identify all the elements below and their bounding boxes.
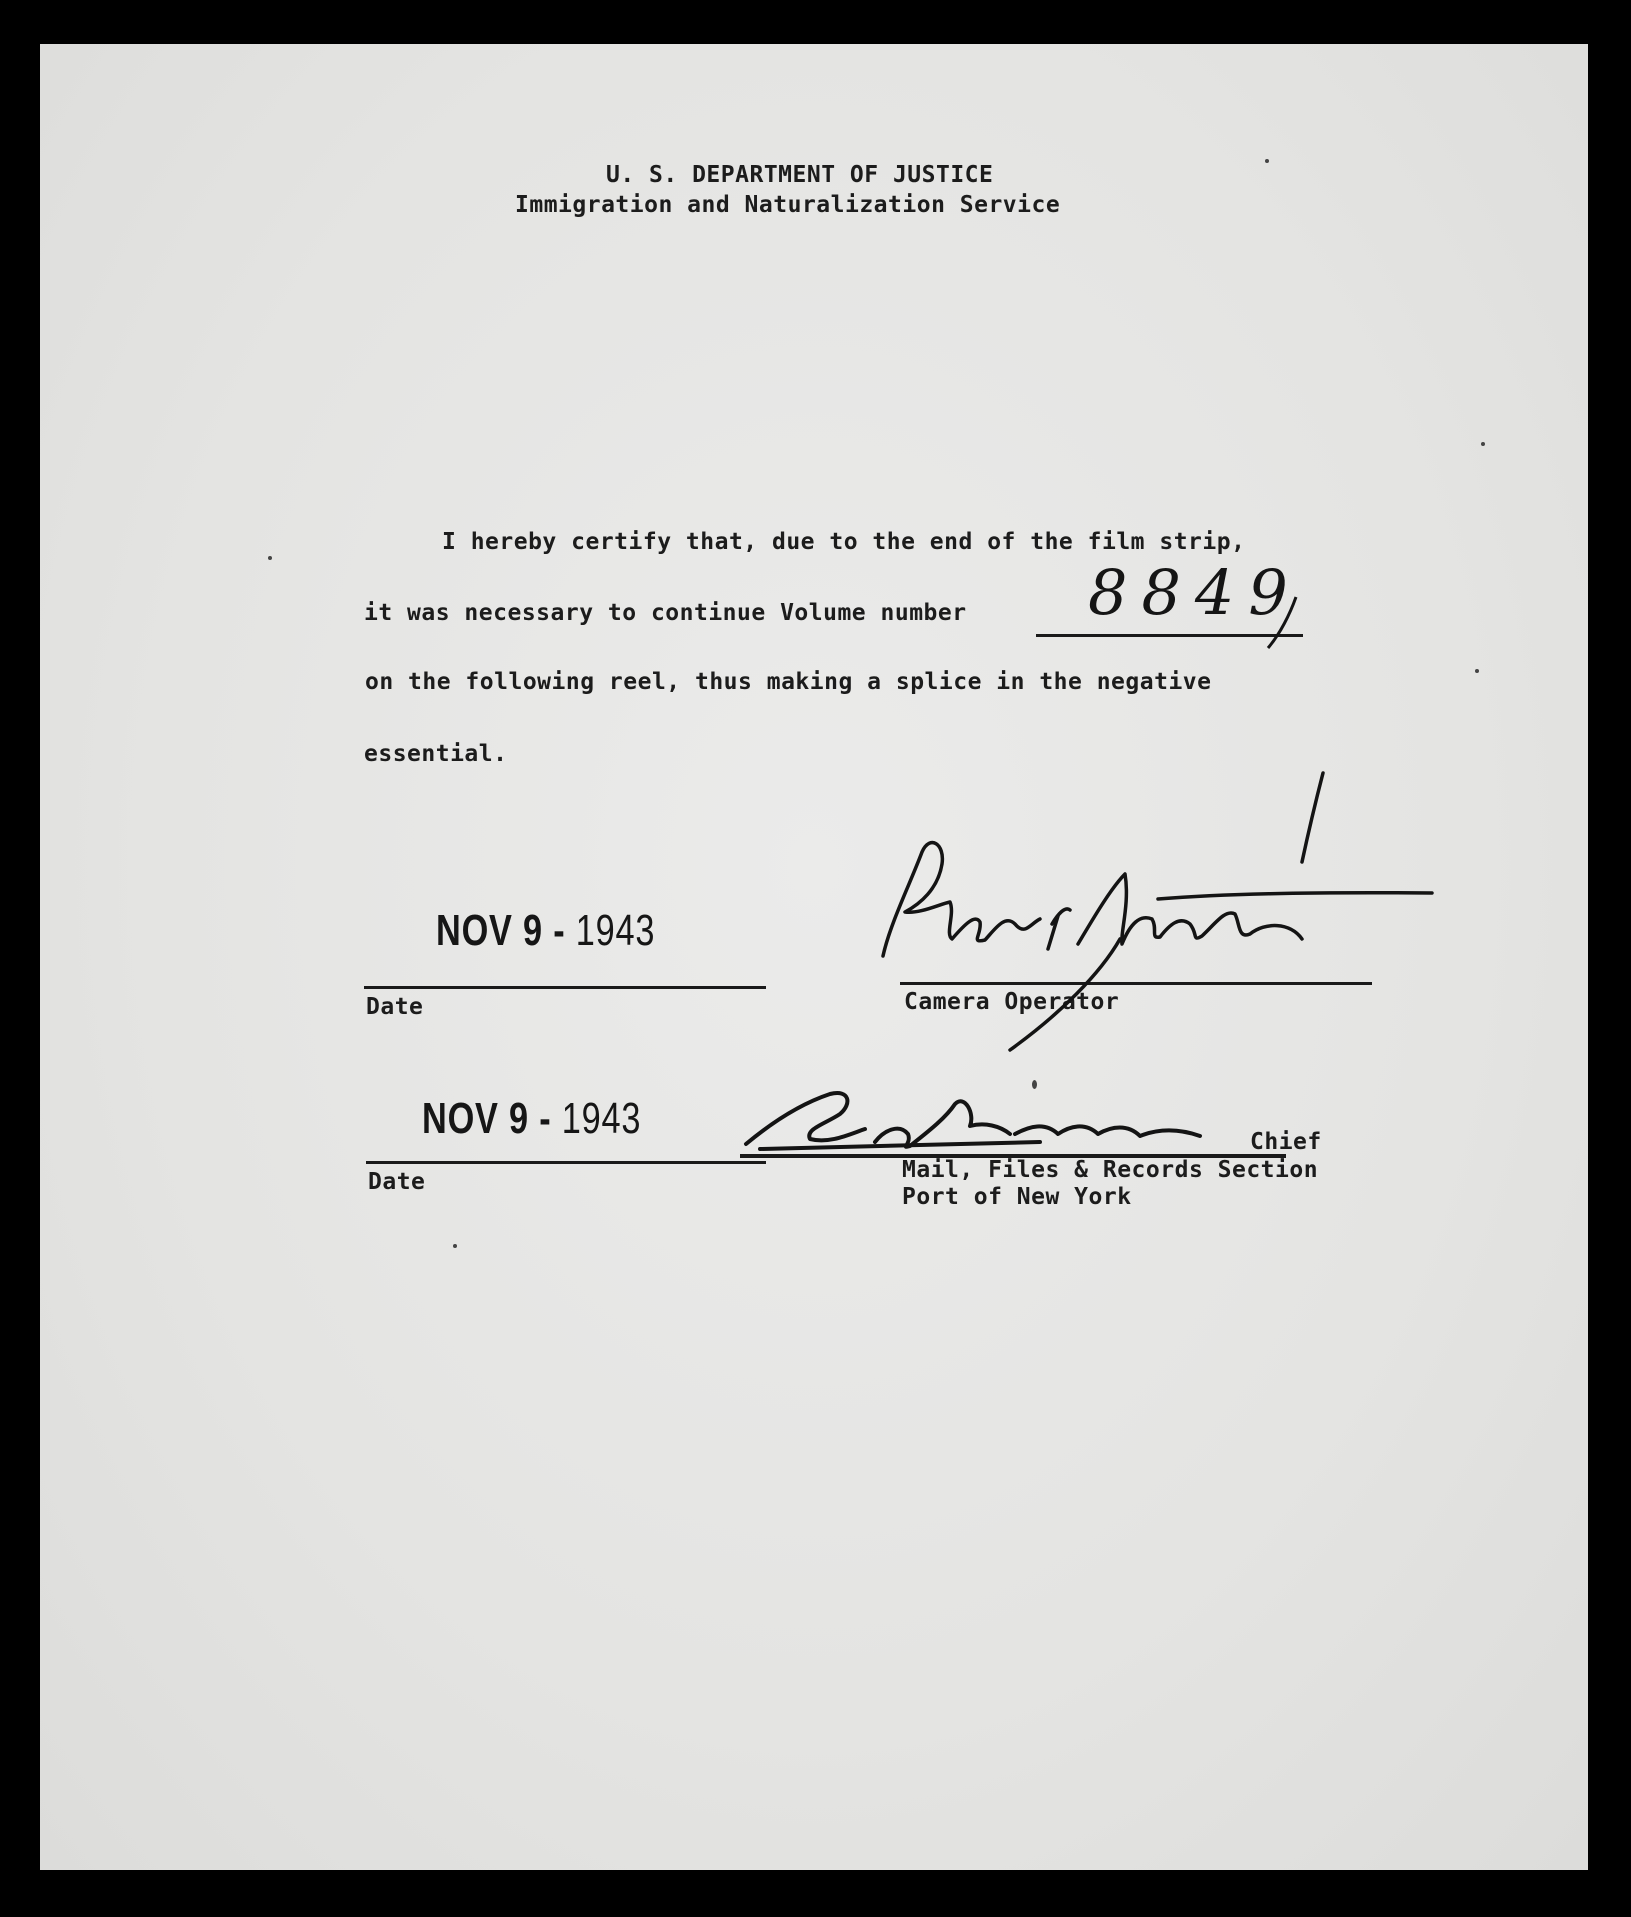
service-heading: Immigration and Naturalization Service	[515, 192, 1061, 218]
chief-title-line-2: Mail, Files & Records Section	[902, 1157, 1319, 1183]
scan-speck	[1032, 1080, 1037, 1089]
operator-date-line	[364, 986, 766, 989]
certificate-line-1: I hereby certify that, due to the end of the film strip,	[442, 529, 1246, 555]
operator-stamp-month: NOV	[436, 906, 513, 955]
certificate-line-4: essential.	[364, 741, 508, 767]
certificate-line-2: it was necessary to continue Volume number	[364, 600, 967, 626]
chief-date-underline	[366, 1161, 766, 1164]
chief-stamp-month: NOV	[422, 1094, 499, 1143]
scan-speck	[1265, 159, 1269, 163]
operator-signature-line	[900, 982, 1372, 985]
scan-speck	[1481, 442, 1485, 446]
operator-title: Camera Operator	[904, 989, 1120, 1015]
scan-speck	[1475, 669, 1479, 673]
chief-title-line-1: Chief	[1250, 1129, 1322, 1155]
chief-signature	[746, 1093, 1200, 1149]
document-page	[40, 44, 1588, 1870]
operator-date-stamp	[436, 906, 655, 956]
chief-stamp-day: 9 -	[509, 1094, 552, 1143]
chief-date-label: Date	[368, 1169, 426, 1195]
scan-speck	[268, 556, 272, 560]
chief-title-line-3: Port of New York	[902, 1184, 1132, 1210]
chief-stamp-year: 1943	[561, 1094, 642, 1143]
volume-number-handwritten: 8849	[1088, 556, 1302, 629]
operator-stamp-year: 1943	[575, 906, 656, 955]
operator-stamp-day: 9 -	[523, 906, 566, 955]
operator-date-label: Date	[366, 994, 424, 1020]
agency-heading: U. S. DEPARTMENT OF JUSTICE	[606, 162, 994, 188]
volume-number-line	[1036, 634, 1303, 637]
scan-speck	[453, 1244, 457, 1248]
certificate-line-3: on the following reel, thus making a splice in the negative	[365, 669, 1212, 695]
handwritten-signatures	[40, 44, 1588, 1870]
chief-date-stamp	[422, 1094, 641, 1144]
